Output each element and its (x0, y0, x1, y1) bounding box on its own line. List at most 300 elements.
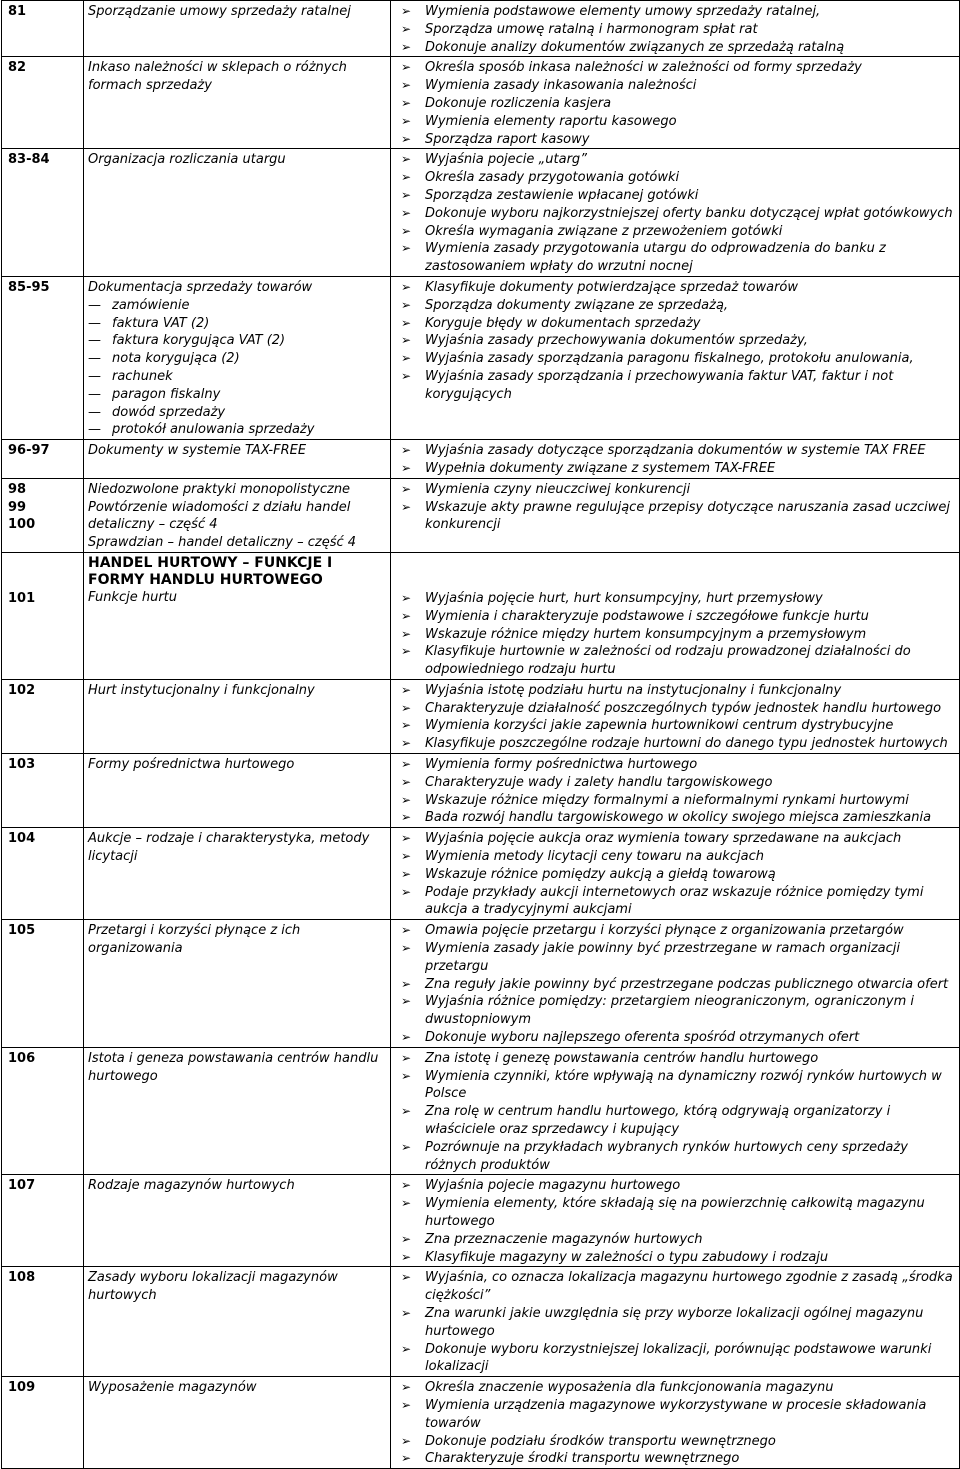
outcome-text: Określa zasady przygotowania gotówki (425, 170, 680, 186)
outcome-text: Dokonuje podziału środków transportu wewnętrznego (425, 1433, 776, 1449)
arrow-bullet-icon: ➢ (401, 1178, 412, 1193)
outcome-text: Wymienia urządzenia magazynowe wykorzystywane w procesie składowania towarów (425, 1397, 927, 1431)
outcomes-spacer (395, 555, 955, 590)
arrow-bullet-icon: ➢ (401, 1249, 412, 1264)
outcome-text: Wypełnia dokumenty związane z systemem TAX-FREE (425, 460, 776, 476)
outcome-item (395, 169, 955, 187)
outcome-text: Zna reguły jakie powinny być przestrzegane podczas publicznego otwarcia ofert (425, 976, 949, 992)
lesson-number: 81 (2, 1, 84, 57)
lesson-topic-cell (84, 920, 391, 1048)
lesson-topic: Funkcje hurtu (88, 589, 178, 605)
arrow-bullet-icon: ➢ (401, 205, 412, 220)
arrow-bullet-icon: ➢ (401, 241, 412, 256)
lesson-topic-cell (84, 478, 391, 552)
outcome-item (395, 1068, 955, 1104)
subtopic-list (88, 297, 386, 439)
lesson-number: 109 (2, 1377, 84, 1469)
number-spacer (8, 555, 79, 590)
arrow-bullet-icon: ➢ (401, 187, 412, 202)
outcome-text: Wymienia czyny nieuczciwej konkurencji (425, 481, 691, 497)
outcome-text: Wymienia zasady inkasowania należności (425, 78, 697, 94)
outcome-text: Charakteryzuje wady i zalety handlu targowiskowego (425, 774, 773, 790)
outcome-text: Klasyfikuje magazyny w zależności o typu zabudowy i rodzaju (425, 1249, 829, 1265)
arrow-bullet-icon: ➢ (401, 700, 412, 715)
outcome-text: Wskazuje akty prawne regulujące przepisy dotyczące naruszania zasad uczciwej konkurencji (425, 499, 950, 533)
table-row (2, 1377, 960, 1469)
outcome-list (395, 59, 955, 148)
table-row (2, 440, 960, 479)
lesson-number: 104 (2, 828, 84, 920)
outcome-text: Wyjaśnia, co oznacza lokalizacja magazynu hurtowego zgodnie z zasadą „środka ciężkości” (425, 1270, 953, 1304)
dash-icon: — (88, 386, 101, 402)
outcome-text: Wyjaśnia zasady przechowywania dokumentów sprzedaży, (425, 333, 808, 349)
outcome-text: Wymienia podstawowe elementy umowy sprzedaży ratalnej, (425, 4, 821, 19)
outcome-text: Dokonuje rozliczenia kasjera (425, 95, 612, 111)
arrow-bullet-icon: ➢ (401, 682, 412, 697)
lesson-topic-line: Powtórzenie wiadomości z działu handel detaliczny – część 4 (88, 499, 351, 533)
lesson-number: 82 (2, 57, 84, 149)
lesson-topic-cell (84, 1, 391, 57)
lesson-topic: Rodzaje magazynów hurtowych (88, 1178, 295, 1194)
outcome-item (395, 113, 955, 131)
arrow-bullet-icon: ➢ (401, 1104, 412, 1119)
table-row (2, 1, 960, 57)
learning-outcomes-cell (391, 276, 960, 439)
arrow-bullet-icon: ➢ (401, 626, 412, 641)
table-row (2, 149, 960, 277)
lesson-topic-line: Niedozwolone praktyki monopolistyczne (88, 481, 351, 497)
outcome-item (395, 993, 955, 1029)
outcome-item (395, 279, 955, 297)
outcome-item (395, 332, 955, 350)
outcome-text: Pozrównuje na przykładach wybranych rynków hurtowych ceny sprzedaży różnych produktów (425, 1139, 908, 1173)
learning-outcomes-cell (391, 552, 960, 679)
outcome-text: Określa sposób inkasa należności w zależności od formy sprzedaży (425, 60, 862, 76)
arrow-bullet-icon: ➢ (401, 1451, 412, 1466)
arrow-bullet-icon: ➢ (401, 443, 412, 458)
outcome-list (395, 1050, 955, 1175)
lesson-number: 102 (2, 679, 84, 753)
learning-outcomes-cell (391, 149, 960, 277)
outcome-list (395, 682, 955, 753)
outcome-text: Wyjaśnia różnice pomiędzy: przetargiem nieograniczonym, ograniczonym i dwustopniowym (425, 994, 914, 1028)
subtopic-label: rachunek (112, 368, 173, 384)
table-row (2, 1175, 960, 1267)
outcome-item (395, 350, 955, 368)
lesson-topic: Dokumentacja sprzedaży towarów (88, 279, 313, 295)
outcome-text: Wyjaśnia zasady sporządzania paragonu fiskalnego, protokołu anulowania, (425, 351, 914, 367)
arrow-bullet-icon: ➢ (401, 131, 412, 146)
lesson-number: 107 (2, 1175, 84, 1267)
arrow-bullet-icon: ➢ (401, 297, 412, 312)
outcome-text: Klasyfikuje poszczególne rodzaje hurtowni do danego typu jednostek hurtowych (425, 736, 948, 752)
outcome-list (395, 442, 955, 478)
subtopic-item (88, 421, 386, 439)
arrow-bullet-icon: ➢ (401, 39, 412, 54)
outcome-item (395, 700, 955, 718)
arrow-bullet-icon: ➢ (401, 499, 412, 514)
subtopic-label: faktura korygująca VAT (2) (112, 333, 286, 349)
outcome-list (395, 1177, 955, 1266)
table-row (2, 276, 960, 439)
outcome-list (395, 151, 955, 276)
outcome-item (395, 848, 955, 866)
arrow-bullet-icon: ➢ (401, 60, 412, 75)
lesson-number: 85-95 (2, 276, 84, 439)
table-row (2, 1047, 960, 1175)
arrow-bullet-icon: ➢ (401, 279, 412, 294)
arrow-bullet-icon: ➢ (401, 976, 412, 991)
arrow-bullet-icon: ➢ (401, 21, 412, 36)
lesson-topic-cell (84, 828, 391, 920)
lesson-topic-cell (84, 149, 391, 277)
lesson-topic: Sporządzanie umowy sprzedaży ratalnej (88, 4, 351, 19)
outcome-text: Charakteryzuje działalność poszczególnych typów jednostek handlu hurtowego (425, 700, 942, 716)
arrow-bullet-icon: ➢ (401, 1231, 412, 1246)
outcome-text: Wyjaśnia pojęcie aukcja oraz wymienia towary sprzedawane na aukcjach (425, 831, 902, 847)
lesson-topic: Wyposażenie magazynów (88, 1380, 257, 1396)
arrow-bullet-icon: ➢ (401, 1305, 412, 1320)
outcome-item (395, 717, 955, 735)
outcome-text: Sporządza raport kasowy (425, 131, 590, 147)
outcome-text: Klasyfikuje dokumenty potwierdzające sprzedaż towarów (425, 279, 799, 295)
outcome-text: Wskazuje różnice między hurtem konsumpcyjnym a przemysłowym (425, 626, 867, 642)
outcome-item (395, 1177, 955, 1195)
lesson-number: 98 99 100 (2, 478, 84, 552)
table-row (2, 478, 960, 552)
lesson-number: 106 (2, 1047, 84, 1175)
outcome-item (395, 240, 955, 276)
lesson-topic-cell (84, 57, 391, 149)
outcome-item (395, 756, 955, 774)
outcome-text: Sporządza dokumenty związane ze sprzedażą, (425, 297, 729, 313)
arrow-bullet-icon: ➢ (401, 1050, 412, 1065)
arrow-bullet-icon: ➢ (401, 941, 412, 956)
subtopic-label: faktura VAT (2) (112, 315, 210, 331)
outcome-text: Zna warunki jakie uwzględnia się przy wyborze lokalizacji ogólnej magazynu hurtowego (425, 1305, 924, 1339)
arrow-bullet-icon: ➢ (401, 866, 412, 881)
outcome-text: Zna istotę i genezę powstawania centrów handlu hurtowego (425, 1050, 819, 1066)
arrow-bullet-icon: ➢ (401, 152, 412, 167)
arrow-bullet-icon: ➢ (401, 1270, 412, 1285)
arrow-bullet-icon: ➢ (401, 1196, 412, 1211)
arrow-bullet-icon: ➢ (401, 1341, 412, 1356)
dash-icon: — (88, 404, 101, 420)
outcome-item (395, 297, 955, 315)
outcome-item (395, 976, 955, 994)
outcome-text: Dokonuje wyboru najkorzystniejszej oferty banku dotyczącej wpłat gotówkowych (425, 205, 953, 221)
lesson-topic-cell (84, 1267, 391, 1377)
arrow-bullet-icon: ➢ (401, 460, 412, 475)
outcome-text: Wyjaśnia zasady dotyczące sporządzania dokumentów w systemie TAX FREE (425, 443, 926, 459)
outcome-text: Koryguje błędy w dokumentach sprzedaży (425, 315, 701, 331)
arrow-bullet-icon: ➢ (401, 315, 412, 330)
learning-outcomes-cell (391, 679, 960, 753)
outcome-text: Wyjaśnia pojecie „utarg” (425, 152, 587, 168)
table-row (2, 552, 960, 679)
arrow-bullet-icon: ➢ (401, 223, 412, 238)
curriculum-table (1, 0, 960, 1469)
arrow-bullet-icon: ➢ (401, 1030, 412, 1045)
subtopic-item (88, 332, 386, 350)
outcome-item (395, 866, 955, 884)
outcome-item (395, 205, 955, 223)
outcome-text: Wymienia zasady przygotowania utargu do odprowadzenia do banku z zastosowaniem wpłaty do wrzutni nocnej (425, 241, 886, 275)
outcome-item (395, 315, 955, 333)
outcome-text: Określa znaczenie wyposażenia dla funkcjonowania magazynu (425, 1380, 834, 1396)
lesson-topic: Hurt instytucjonalny i funkcjonalny (88, 682, 315, 698)
arrow-bullet-icon: ➢ (401, 170, 412, 185)
outcome-item (395, 460, 955, 478)
learning-outcomes-cell (391, 478, 960, 552)
outcome-text: Wymienia metody licytacji ceny towaru na aukcjach (425, 849, 764, 865)
outcome-text: Określa wymagania związane z przewożeniem gotówki (425, 223, 783, 239)
learning-outcomes-cell (391, 1047, 960, 1175)
subtopic-item (88, 350, 386, 368)
arrow-bullet-icon: ➢ (401, 368, 412, 383)
dash-icon: — (88, 422, 101, 438)
arrow-bullet-icon: ➢ (401, 1380, 412, 1395)
outcome-text: Klasyfikuje hurtownie w zależności od rodzaju prowadzonej działalności do odpowiedniego rodzaju hurtu (425, 644, 911, 678)
arrow-bullet-icon: ➢ (401, 831, 412, 846)
arrow-bullet-icon: ➢ (401, 95, 412, 110)
learning-outcomes-cell (391, 1267, 960, 1377)
lesson-topic: Inkaso należności w sklepach o różnych formach sprzedaży (88, 60, 347, 94)
lesson-topic-cell (84, 276, 391, 439)
outcome-item (395, 442, 955, 460)
learning-outcomes-cell (391, 1377, 960, 1469)
arrow-bullet-icon: ➢ (401, 923, 412, 938)
arrow-bullet-icon: ➢ (401, 1139, 412, 1154)
outcome-item (395, 774, 955, 792)
learning-outcomes-cell (391, 1, 960, 57)
outcome-item (395, 1029, 955, 1047)
outcome-item (395, 1050, 955, 1068)
outcome-list (395, 481, 955, 534)
outcome-item (395, 682, 955, 700)
lesson-topic: Zasady wyboru lokalizacji magazynów hurtowych (88, 1270, 338, 1304)
arrow-bullet-icon: ➢ (401, 608, 412, 623)
lesson-topic-line: Sprawdzian – handel detaliczny – część 4 (88, 535, 357, 551)
subtopic-label: zamówienie (112, 297, 190, 313)
lesson-topic: Istota i geneza powstawania centrów handlu hurtowego (88, 1050, 379, 1084)
outcome-item (395, 1269, 955, 1305)
lesson-number (2, 552, 84, 679)
outcome-text: Wskazuje różnice między formalnymi a nieformalnymi rynkami hurtowymi (425, 792, 909, 808)
outcome-item (395, 481, 955, 499)
learning-outcomes-cell (391, 1175, 960, 1267)
outcome-text: Wymienia i charakteryzuje podstawowe i szczegółowe funkcje hurtu (425, 608, 869, 624)
outcome-item (395, 1139, 955, 1175)
section-title: HANDEL HURTOWY – FUNKCJE I FORMY HANDLU HURTOWEGO (88, 554, 333, 588)
subtopic-item (88, 386, 386, 404)
subtopic-item (88, 404, 386, 422)
subtopic-item (88, 297, 386, 315)
outcome-item (395, 830, 955, 848)
table-row (2, 828, 960, 920)
outcome-text: Wymienia korzyści jakie zapewnia hurtownikowi centrum dystrybucyjne (425, 718, 894, 734)
arrow-bullet-icon: ➢ (401, 644, 412, 659)
outcome-item (395, 922, 955, 940)
table-row (2, 920, 960, 1048)
outcome-text: Bada rozwój handlu targowiskowego w okolicy swojego miejsca zamieszkania (425, 810, 932, 826)
outcome-text: Podaje przykłady aukcji internetowych oraz wskazuje różnice pomiędzy tymi aukcja a tradycyjnymi aukcjami (425, 884, 924, 918)
lesson-topic: Dokumenty w systemie TAX-FREE (88, 443, 307, 459)
learning-outcomes-cell (391, 440, 960, 479)
outcome-item (395, 151, 955, 169)
learning-outcomes-cell (391, 920, 960, 1048)
arrow-bullet-icon: ➢ (401, 333, 412, 348)
lesson-number: 83-84 (2, 149, 84, 277)
outcome-list (395, 756, 955, 827)
outcome-text: Wymienia elementy raportu kasowego (425, 113, 677, 129)
learning-outcomes-cell (391, 57, 960, 149)
outcome-item (395, 95, 955, 113)
table-row (2, 679, 960, 753)
outcome-text: Omawia pojęcie przetargu i korzyści płynące z organizowania przetargów (425, 923, 904, 939)
outcome-list (395, 590, 955, 679)
outcome-item (395, 499, 955, 535)
arrow-bullet-icon: ➢ (401, 351, 412, 366)
outcome-text: Dokonuje wyboru najlepszego oferenta spośród otrzymanych ofert (425, 1030, 860, 1046)
arrow-bullet-icon: ➢ (401, 78, 412, 93)
outcome-text: Wymienia elementy, które składają się na powierzchnię całkowitą magazynu hurtowego (425, 1196, 925, 1229)
lesson-number: 103 (2, 754, 84, 828)
outcome-item (395, 3, 955, 21)
outcome-text: Charakteryzuje środki transportu wewnętrznego (425, 1451, 740, 1467)
lesson-topic-cell (84, 679, 391, 753)
outcome-item (395, 1103, 955, 1139)
arrow-bullet-icon: ➢ (401, 1433, 412, 1448)
lesson-topic-cell (84, 1047, 391, 1175)
outcome-item (395, 223, 955, 241)
outcome-text: Dokonuje wyboru korzystniejszej lokalizacji, porównując podstawowe warunki lokalizacji (425, 1341, 932, 1375)
outcome-item (395, 884, 955, 920)
lesson-topic: Aukcje – rodzaje i charakterystyka, metody licytacji (88, 831, 370, 865)
outcome-item (395, 187, 955, 205)
outcome-item (395, 39, 955, 57)
learning-outcomes-cell (391, 754, 960, 828)
outcome-text: Wymienia zasady jakie powinny być przestrzegane w ramach organizacji przetargu (425, 941, 901, 974)
outcome-list (395, 1269, 955, 1376)
outcome-text: Wyjaśnia pojęcie hurt, hurt konsumpcyjny, hurt przemysłowy (425, 590, 823, 606)
lesson-topic: Formy pośrednictwa hurtowego (88, 757, 295, 773)
lesson-topic: Organizacja rozliczania utargu (88, 152, 286, 168)
outcome-item (395, 643, 955, 679)
dash-icon: — (88, 351, 101, 367)
arrow-bullet-icon: ➢ (401, 718, 412, 733)
subtopic-label: protokół anulowania sprzedaży (112, 422, 315, 438)
lesson-number: 108 (2, 1267, 84, 1377)
outcome-item (395, 131, 955, 149)
outcome-list (395, 279, 955, 404)
arrow-bullet-icon: ➢ (401, 884, 412, 899)
lesson-number: 105 (2, 920, 84, 1048)
dash-icon: — (88, 368, 101, 384)
lesson-number: 96-97 (2, 440, 84, 479)
subtopic-label: dowód sprzedaży (112, 404, 226, 420)
outcome-text: Dokonuje analizy dokumentów związanych ze sprzedażą ratalną (425, 39, 845, 55)
outcome-text: Zna przeznaczenie magazynów hurtowych (425, 1231, 703, 1247)
outcome-item (395, 940, 955, 976)
arrow-bullet-icon: ➢ (401, 590, 412, 605)
lesson-topic: Przetargi i korzyści płynące z ich organizowania (88, 923, 301, 957)
lesson-number-text: 101 (8, 590, 36, 606)
lesson-topic-cell (84, 552, 391, 679)
lesson-topic-cell (84, 1175, 391, 1267)
arrow-bullet-icon: ➢ (401, 792, 412, 807)
arrow-bullet-icon: ➢ (401, 810, 412, 825)
outcome-list (395, 3, 955, 56)
outcome-text: Wymienia formy pośrednictwa hurtowego (425, 757, 698, 773)
outcome-item (395, 1433, 955, 1451)
outcome-text: Wyjaśnia istotę podziału hurtu na instytucjonalny i funkcjonalny (425, 682, 842, 698)
outcome-list (395, 1379, 955, 1468)
arrow-bullet-icon: ➢ (401, 736, 412, 751)
outcome-item (395, 1341, 955, 1377)
outcome-item (395, 368, 955, 404)
outcome-item (395, 608, 955, 626)
outcome-item (395, 59, 955, 77)
outcome-text: Zna rolę w centrum handlu hurtowego, którą odgrywają organizatorzy i właściciele oraz sprzedawcy i kupujący (425, 1104, 891, 1138)
outcome-list (395, 830, 955, 919)
outcome-text: Sporządza umowę ratalną i harmonogram spłat rat (425, 21, 758, 37)
outcome-text: Wyjaśnia pojecie magazynu hurtowego (425, 1178, 681, 1194)
subtopic-label: paragon fiskalny (112, 386, 221, 402)
arrow-bullet-icon: ➢ (401, 113, 412, 128)
outcome-item (395, 1249, 955, 1267)
learning-outcomes-cell (391, 828, 960, 920)
outcome-item (395, 21, 955, 39)
outcome-item (395, 626, 955, 644)
arrow-bullet-icon: ➢ (401, 774, 412, 789)
outcome-text: Wymienia czynniki, które wpływają na dynamiczny rozwój rynków hurtowych w Polsce (425, 1068, 942, 1102)
subtopic-label: nota korygująca (2) (112, 351, 240, 367)
dash-icon: — (88, 333, 101, 349)
outcome-item (395, 1195, 955, 1231)
outcome-item (395, 77, 955, 95)
arrow-bullet-icon: ➢ (401, 1397, 412, 1412)
lesson-topic-cell (84, 754, 391, 828)
lesson-topic-cell (84, 1377, 391, 1469)
outcome-text: Wyjaśnia zasady sporządzania i przechowywania faktur VAT, faktur i not korygujących (425, 368, 894, 402)
lesson-topic-cell (84, 440, 391, 479)
outcome-item (395, 735, 955, 753)
outcome-item (395, 1379, 955, 1397)
subtopic-item (88, 368, 386, 386)
outcome-item (395, 809, 955, 827)
outcome-text: Wskazuje różnice pomiędzy aukcją a giełdą towarową (425, 866, 776, 882)
arrow-bullet-icon: ➢ (401, 994, 412, 1009)
dash-icon: — (88, 297, 101, 313)
outcome-item (395, 1305, 955, 1341)
arrow-bullet-icon: ➢ (401, 757, 412, 772)
table-row (2, 57, 960, 149)
dash-icon: — (88, 315, 101, 331)
arrow-bullet-icon: ➢ (401, 4, 412, 18)
table-row (2, 754, 960, 828)
outcome-item (395, 1450, 955, 1468)
arrow-bullet-icon: ➢ (401, 481, 412, 496)
table-row (2, 1267, 960, 1377)
subtopic-item (88, 315, 386, 333)
arrow-bullet-icon: ➢ (401, 1068, 412, 1083)
outcome-item (395, 792, 955, 810)
outcome-list (395, 922, 955, 1047)
outcome-item (395, 590, 955, 608)
outcome-item (395, 1231, 955, 1249)
arrow-bullet-icon: ➢ (401, 849, 412, 864)
